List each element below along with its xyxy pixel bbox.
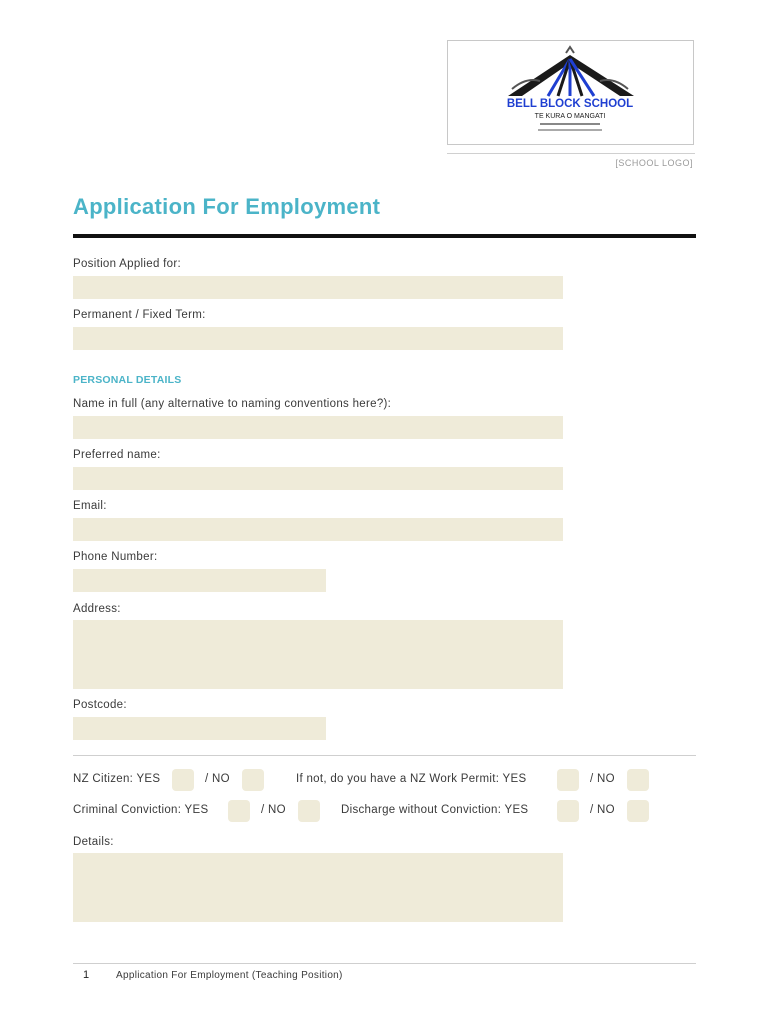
- email-label: Email:: [73, 500, 107, 512]
- criminal-no-checkbox[interactable]: [298, 800, 320, 822]
- nz-citizen-label: NZ Citizen: YES: [73, 773, 161, 785]
- work-permit-yes-checkbox[interactable]: [557, 769, 579, 791]
- discharge-yes-checkbox[interactable]: [557, 800, 579, 822]
- title-divider: [73, 234, 696, 238]
- work-permit-label: If not, do you have a NZ Work Permit: YES: [296, 773, 527, 785]
- position-label: Position Applied for:: [73, 258, 181, 270]
- footer-divider: [73, 963, 696, 964]
- work-permit-no-checkbox[interactable]: [627, 769, 649, 791]
- postcode-label: Postcode:: [73, 699, 127, 711]
- criminal-conviction-label: Criminal Conviction: YES: [73, 804, 209, 816]
- discharge-no-checkbox[interactable]: [627, 800, 649, 822]
- term-input[interactable]: [73, 327, 563, 350]
- section-personal-details: PERSONAL DETAILS: [73, 374, 182, 386]
- full-name-input[interactable]: [73, 416, 563, 439]
- page-title: Application For Employment: [73, 194, 381, 219]
- nz-citizen-yes-checkbox[interactable]: [172, 769, 194, 791]
- full-name-label: Name in full (any alternative to naming conventions here?):: [73, 398, 392, 410]
- position-input[interactable]: [73, 276, 563, 299]
- preferred-name-input[interactable]: [73, 467, 563, 490]
- work-permit-no-label: / NO: [590, 773, 615, 785]
- section-divider: [73, 755, 696, 756]
- address-input[interactable]: [73, 620, 563, 689]
- footer-text: Application For Employment (Teaching Position): [116, 970, 343, 981]
- nz-citizen-no-label: / NO: [205, 773, 230, 785]
- criminal-no-label: / NO: [261, 804, 286, 816]
- details-label: Details:: [73, 836, 114, 848]
- logo-caption: [SCHOOL LOGO]: [615, 158, 693, 168]
- school-logo: [448, 41, 693, 144]
- page-number: 1: [83, 969, 90, 981]
- postcode-input[interactable]: [73, 717, 326, 740]
- school-logo-frame: [447, 40, 694, 145]
- logo-subtitle: TE KURA O MANGATI: [534, 113, 606, 120]
- address-label: Address:: [73, 603, 121, 615]
- email-input[interactable]: [73, 518, 563, 541]
- phone-label: Phone Number:: [73, 551, 158, 563]
- term-label: Permanent / Fixed Term:: [73, 309, 206, 321]
- logo-divider: [447, 153, 695, 154]
- logo-school-name: BELL BLOCK SCHOOL: [506, 98, 634, 110]
- nz-citizen-no-checkbox[interactable]: [242, 769, 264, 791]
- preferred-name-label: Preferred name:: [73, 449, 161, 461]
- details-input[interactable]: [73, 853, 563, 922]
- phone-input[interactable]: [73, 569, 326, 592]
- criminal-yes-checkbox[interactable]: [228, 800, 250, 822]
- discharge-label: Discharge without Conviction: YES: [341, 804, 529, 816]
- discharge-no-label: / NO: [590, 804, 615, 816]
